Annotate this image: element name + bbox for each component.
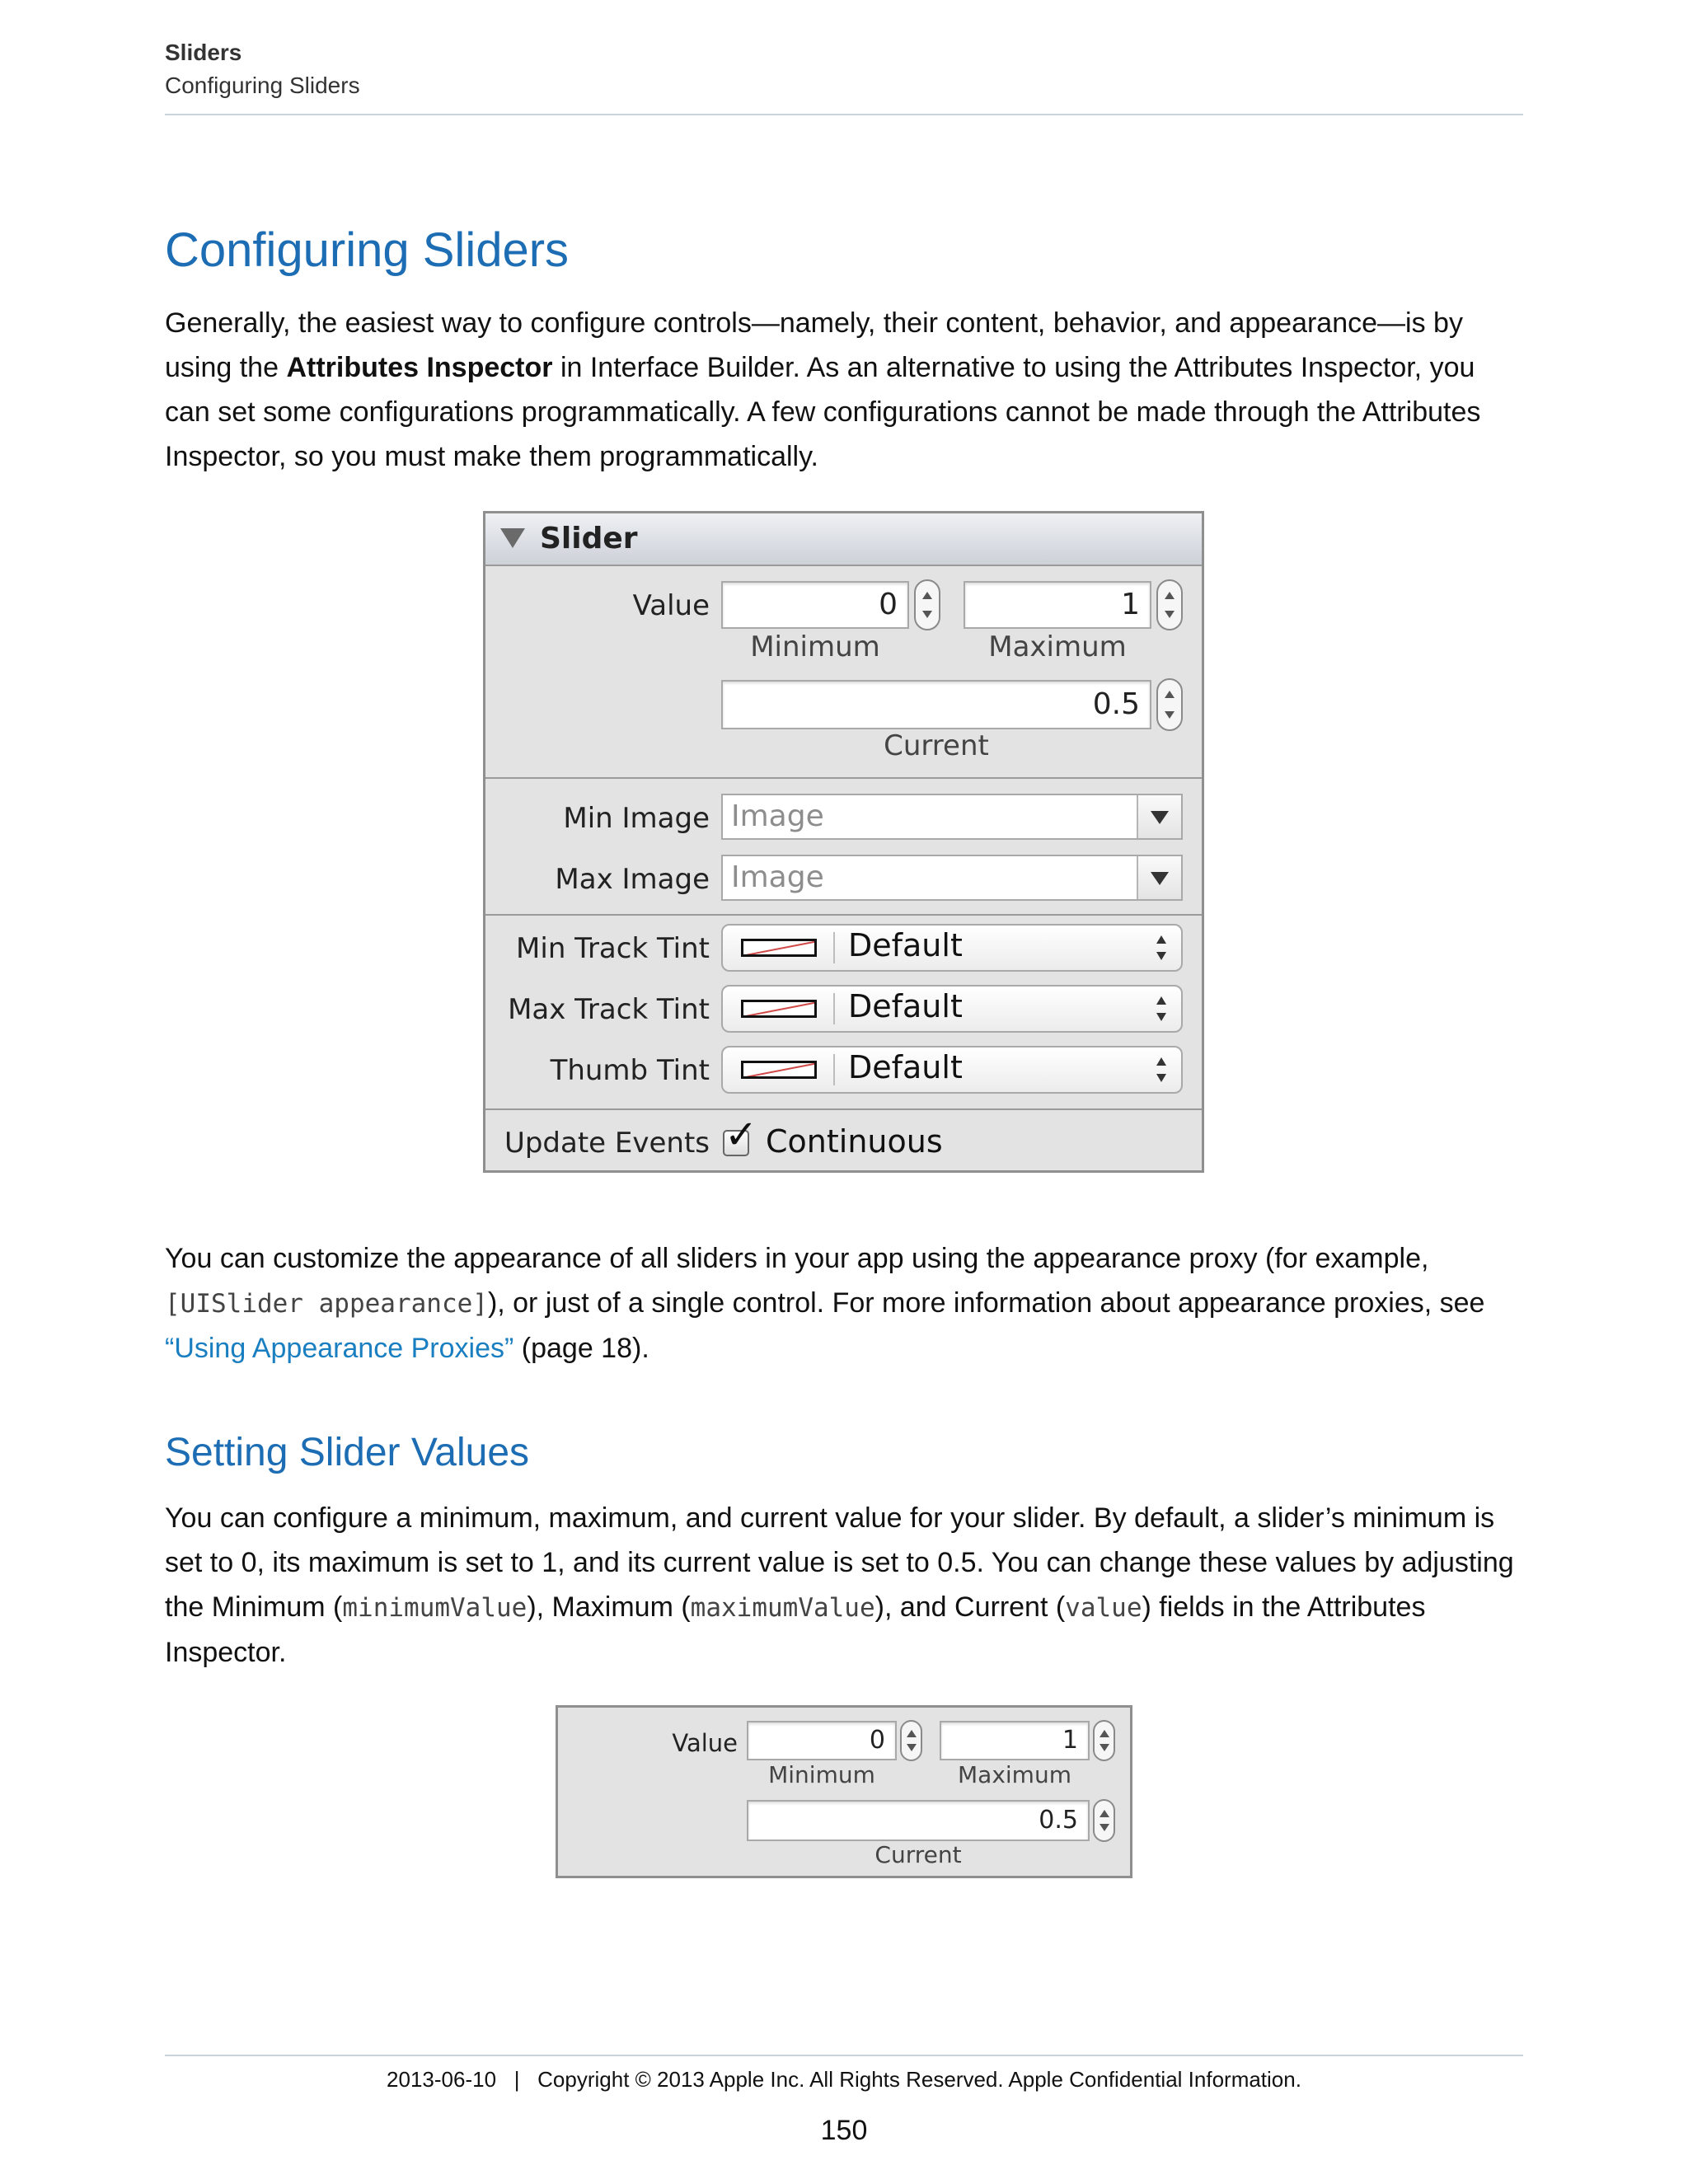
minimum-value-field[interactable]: 0 xyxy=(721,581,909,629)
slider-values-inspector xyxy=(556,1705,1132,1878)
popup-divider xyxy=(833,1054,835,1085)
small-current-stepper[interactable] xyxy=(1093,1799,1115,1842)
small-current-caption: Current xyxy=(874,1841,962,1868)
small-minimum-field[interactable]: 0 xyxy=(747,1721,897,1760)
small-current-field[interactable]: 0.5 xyxy=(747,1800,1090,1841)
popup-divider xyxy=(833,993,835,1024)
section-heading: Setting Slider Values xyxy=(165,1431,530,1474)
min-track-tint-label: Min Track Tint xyxy=(516,932,710,965)
chevron-down-icon xyxy=(1151,811,1169,824)
intro-paragraph xyxy=(165,301,1525,479)
section-divider xyxy=(485,1108,1202,1110)
appearance-paragraph xyxy=(165,1236,1525,1371)
popup-divider xyxy=(833,932,835,963)
chevron-down-icon xyxy=(1151,872,1169,885)
value-label: Value xyxy=(632,589,710,622)
min-image-combo[interactable] xyxy=(721,794,1183,840)
min-track-tint-value: Default xyxy=(848,927,963,963)
min-image-label: Min Image xyxy=(563,802,710,835)
values-text-1: You can configure a minimum, maximum, and current value for your slider. By default, a slider’s minimum is set to 0, its maximum is set to 1, and its current value is set to 0.5. You can change these values by adjusting the Minimum ( xyxy=(165,1502,1514,1623)
maximum-stepper[interactable] xyxy=(1156,579,1183,630)
small-minimum-caption: Minimum xyxy=(768,1761,875,1788)
small-maximum-field[interactable]: 1 xyxy=(940,1721,1090,1760)
footer-rule xyxy=(165,2055,1523,2056)
slider-attributes-inspector xyxy=(483,511,1204,1173)
values-text-4: ) fields in the Attributes Inspector. xyxy=(165,1591,1426,1668)
small-value-label: Value xyxy=(672,1729,738,1757)
small-minimum-stepper[interactable] xyxy=(900,1720,922,1761)
max-image-dropdown-button[interactable] xyxy=(1137,856,1181,899)
footer-line xyxy=(0,2067,1688,2093)
intro-text-end: in Interface Builder. As an alternative to using the Attributes Inspector, you can set some configurations programmatically. A few configurations cannot be made through the Attributes Inspector, so you must make them programmatically. xyxy=(165,352,1481,472)
popup-arrows-icon xyxy=(1156,1057,1166,1082)
page-number: 150 xyxy=(820,2115,868,2146)
max-image-combo[interactable] xyxy=(721,855,1183,901)
continuous-label: Continuous xyxy=(766,1123,943,1160)
minimumvalue-code: minimumValue xyxy=(342,1593,528,1623)
footer-copyright: Copyright © 2013 Apple Inc. All Rights Reserved. Apple Confidential Information. xyxy=(537,2067,1301,2092)
maximumvalue-code: maximumValue xyxy=(690,1593,875,1623)
appearance-text-end: (page 18). xyxy=(513,1333,649,1364)
inspector-section-title: Slider xyxy=(540,522,638,555)
appearance-text-start: You can customize the appearance of all sliders in your app using the appearance proxy (for example, xyxy=(165,1243,1429,1274)
max-track-tint-label: Max Track Tint xyxy=(508,993,710,1026)
min-image-placeholder: Image xyxy=(731,799,824,833)
section-divider xyxy=(485,777,1202,779)
values-text-3: ), and Current ( xyxy=(874,1591,1066,1623)
header-rule xyxy=(165,114,1523,115)
current-value-field[interactable]: 0.5 xyxy=(721,680,1151,729)
intro-text-start: Generally, the easiest way to configure controls—namely, their content, behavior, and appearance—is by using the xyxy=(165,307,1463,383)
popup-arrows-icon xyxy=(1156,935,1166,960)
page-title: Configuring Sliders xyxy=(165,223,570,277)
color-swatch-icon xyxy=(741,1000,817,1018)
thumb-tint-popup[interactable] xyxy=(721,1046,1183,1094)
small-maximum-stepper[interactable] xyxy=(1093,1720,1115,1761)
minimum-stepper[interactable] xyxy=(914,579,940,630)
minimum-caption: Minimum xyxy=(750,630,880,663)
current-caption: Current xyxy=(884,729,989,762)
checkmark-icon: ✓ xyxy=(724,1112,758,1158)
inspector-section-header[interactable] xyxy=(485,513,1202,566)
current-stepper[interactable] xyxy=(1156,678,1183,731)
min-image-dropdown-button[interactable] xyxy=(1137,795,1181,838)
value-code: value xyxy=(1065,1593,1142,1623)
appearance-proxies-link[interactable]: “Using Appearance Proxies” xyxy=(165,1333,514,1364)
min-track-tint-popup[interactable] xyxy=(721,924,1183,972)
running-header xyxy=(165,36,360,102)
maximum-value-field[interactable]: 1 xyxy=(964,581,1151,629)
thumb-tint-value: Default xyxy=(848,1049,963,1085)
max-image-placeholder: Image xyxy=(731,860,824,894)
uislider-appearance-code: [UISlider appearance] xyxy=(165,1289,488,1319)
color-swatch-icon xyxy=(741,939,817,957)
thumb-tint-label: Thumb Tint xyxy=(550,1054,710,1087)
section-divider xyxy=(485,914,1202,916)
header-subsection: Configuring Sliders xyxy=(165,73,360,98)
max-track-tint-value: Default xyxy=(848,988,963,1024)
values-paragraph xyxy=(165,1496,1525,1675)
update-events-label: Update Events xyxy=(504,1127,710,1160)
max-image-label: Max Image xyxy=(555,863,710,896)
header-section: Sliders xyxy=(165,40,242,65)
maximum-caption: Maximum xyxy=(988,630,1127,663)
popup-arrows-icon xyxy=(1156,996,1166,1021)
disclosure-triangle-icon[interactable] xyxy=(500,528,525,548)
color-swatch-icon xyxy=(741,1061,817,1079)
appearance-text-middle: ), or just of a single control. For more information about appearance proxies, see xyxy=(487,1287,1485,1319)
values-text-2: ), Maximum ( xyxy=(527,1591,691,1623)
attributes-inspector-term: Attributes Inspector xyxy=(286,352,553,383)
footer-date: 2013-06-10 xyxy=(387,2067,497,2092)
footer-separator: | xyxy=(513,2067,520,2092)
max-track-tint-popup[interactable] xyxy=(721,985,1183,1033)
small-maximum-caption: Maximum xyxy=(958,1761,1071,1788)
